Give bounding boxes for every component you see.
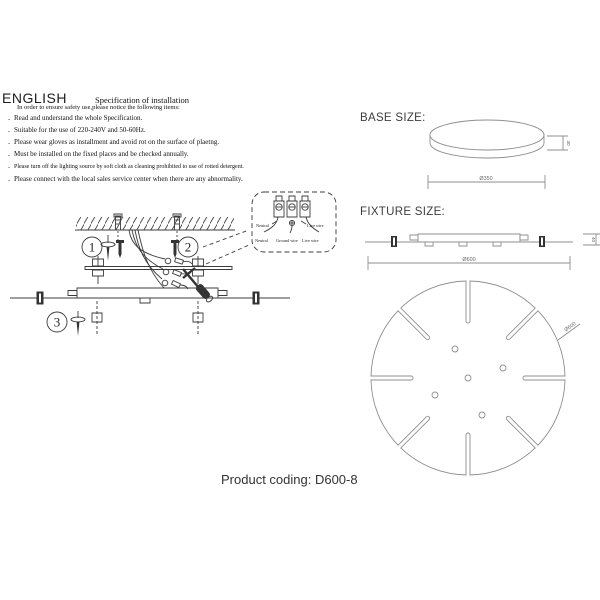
screw-left bbox=[116, 240, 124, 258]
bullet: . bbox=[8, 149, 10, 158]
plate-slots bbox=[368, 278, 568, 478]
callout-leader bbox=[206, 245, 249, 264]
screw-icon bbox=[71, 311, 85, 336]
instruction-item bbox=[8, 173, 342, 185]
plate-diameter-value: Ø600 bbox=[563, 321, 578, 334]
base-diameter-dimension bbox=[428, 175, 545, 189]
supply-wires bbox=[129, 230, 165, 288]
plate-holes bbox=[432, 346, 506, 418]
installation-diagram bbox=[0, 185, 345, 335]
instruction-item bbox=[8, 124, 342, 136]
bullet: . bbox=[8, 113, 10, 122]
step-3-number: 3 bbox=[53, 314, 61, 330]
wire-label-live-bottom: Live wire bbox=[302, 238, 319, 243]
bullet: . bbox=[8, 174, 10, 183]
base-size-label: BASE SIZE: bbox=[360, 112, 426, 124]
instruction-text: Please wear gloves as installment and avoid rot on the surface of plaetng. bbox=[14, 138, 220, 146]
wire-label-live-top: Live wire bbox=[307, 223, 324, 228]
base-height-value: 30 bbox=[566, 140, 571, 146]
bullet: . bbox=[8, 161, 10, 170]
fixture-diameter-value: Ø600 bbox=[462, 257, 476, 263]
instruction-item bbox=[8, 136, 342, 148]
instruction-text: Must be installed on the fixed places and be checked annually. bbox=[14, 150, 189, 158]
product-coding: Product coding: D600-8 bbox=[221, 472, 358, 487]
wire-label-neutral-bottom: Neutral bbox=[255, 238, 268, 243]
wire-label-ground: Ground wire bbox=[276, 238, 298, 243]
fixture-clip-left bbox=[391, 236, 397, 247]
step-1-number: 1 bbox=[88, 239, 96, 255]
fixture-side-view bbox=[365, 234, 573, 247]
fixture-clip-right bbox=[539, 236, 545, 247]
instruction-text: Suitable for the use of 220-240V and 50-60Hz. bbox=[14, 126, 146, 134]
base-size-drawing bbox=[355, 105, 600, 200]
instruction-text: Read and understand the whole Specification. bbox=[14, 114, 143, 122]
fixture-size-drawing bbox=[355, 200, 600, 285]
instruction-item bbox=[8, 160, 342, 173]
callout-leader bbox=[203, 230, 249, 247]
screw-icon bbox=[101, 235, 115, 261]
base-diameter-value: Ø350 bbox=[479, 176, 493, 182]
instruction-item bbox=[8, 112, 342, 124]
step-2-number: 2 bbox=[184, 239, 192, 255]
instruction-list bbox=[8, 112, 342, 185]
fixture-height-value: 40 bbox=[591, 236, 596, 243]
base-height-dimension bbox=[547, 136, 571, 150]
wiring-callout bbox=[252, 192, 336, 252]
fixture-diameter-dimension bbox=[368, 256, 570, 270]
ceiling-hatch bbox=[75, 217, 235, 230]
bullet: . bbox=[8, 125, 10, 134]
plate-bottom-view bbox=[360, 278, 600, 490]
panel-clip-right bbox=[253, 292, 260, 305]
wire-label-neutral-top: Neutral bbox=[256, 223, 269, 228]
bullet: . bbox=[8, 137, 10, 146]
fixture-height-dimension bbox=[583, 234, 600, 245]
terminal-block bbox=[287, 196, 297, 233]
instruction-text: Please connect with the local sales service center when there are any abnormality. bbox=[14, 175, 243, 183]
intro-line: In order to ensure safety use,please notice the following items: bbox=[17, 104, 180, 111]
panel-screw-guides bbox=[92, 301, 203, 335]
page-title: Specification of installation bbox=[95, 95, 189, 105]
base-ring bbox=[430, 120, 544, 158]
bracket-bolt-left bbox=[90, 256, 106, 284]
language-heading: ENGLISH bbox=[2, 90, 67, 106]
instruction-text: Please turn off the lighting source by soft cloth as cleaning prohibited to use of rotted detergent. bbox=[14, 164, 244, 170]
instruction-item bbox=[8, 148, 342, 160]
panel-clip-left bbox=[37, 292, 44, 305]
plate-diameter-callout bbox=[558, 321, 580, 340]
fixture-size-label: FIXTURE SIZE: bbox=[360, 206, 446, 218]
